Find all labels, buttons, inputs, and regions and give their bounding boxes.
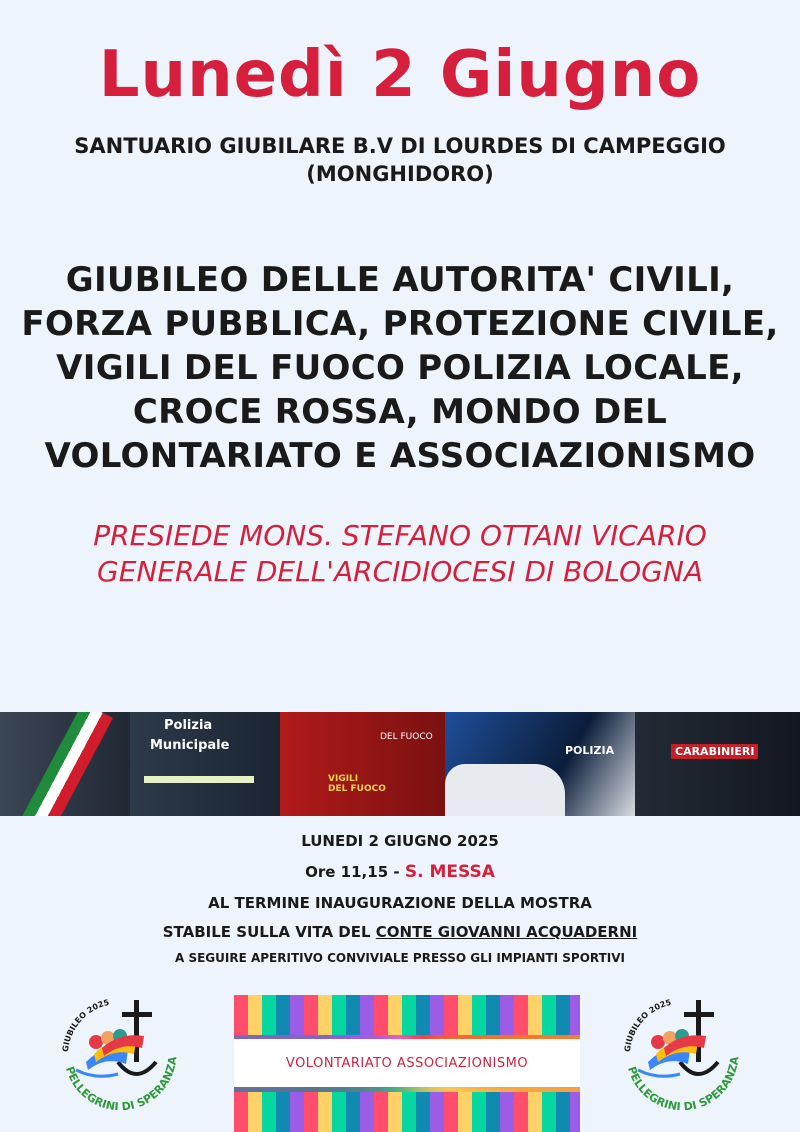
police-car bbox=[445, 764, 565, 816]
photo-polizia bbox=[445, 712, 635, 816]
schedule-time-prefix: Ore 11,15 - bbox=[305, 863, 400, 881]
logo-motto-text: PELLEGRINI DI SPERANZA bbox=[62, 1055, 180, 1110]
photo-label-line: VIGILI bbox=[328, 774, 359, 784]
svg-text:GIUBILEO 2025 bbox=[61, 998, 111, 1053]
volunteer-band bbox=[234, 1039, 580, 1087]
photo-carabinieri bbox=[635, 712, 800, 816]
subject-line: CROCE ROSSA, MONDO DEL bbox=[132, 392, 668, 432]
photo-label: CARABINIERI bbox=[671, 744, 758, 759]
schedule-exhibit-prefix: STABILE SULLA VITA DEL bbox=[162, 923, 371, 941]
subject-line: GIUBILEO DELLE AUTORITA' CIVILI, bbox=[65, 260, 735, 300]
logo-year-text: GIUBILEO 2025 bbox=[60, 997, 111, 1053]
schedule-exhibit-name: CONTE GIOVANNI ACQUADERNI bbox=[375, 923, 638, 941]
tricolor-sash bbox=[17, 712, 113, 816]
schedule-date: LUNEDI 2 GIUGNO 2025 bbox=[301, 832, 499, 850]
schedule-aperitivo: A SEGUIRE APERITIVO CONVIVIALE PRESSO GLI IMPIANTI SPORTIVI bbox=[175, 951, 625, 965]
subject-line: VIGILI DEL FUOCO POLIZIA LOCALE, bbox=[56, 348, 744, 388]
svg-text:GIUBILEO 2025 bbox=[623, 998, 673, 1053]
presider bbox=[0, 518, 800, 590]
photo-polizia-municipale bbox=[130, 712, 280, 816]
photo-label: Polizia bbox=[164, 718, 213, 733]
photo-strip bbox=[0, 712, 800, 816]
schedule-time bbox=[0, 862, 800, 882]
photo-label-line: DEL FUOCO bbox=[328, 784, 386, 794]
jubilee-logo bbox=[618, 990, 748, 1110]
schedule-mass: S. MESSA bbox=[404, 862, 495, 882]
photo-label: POLIZIA bbox=[565, 744, 615, 757]
subject-line: FORZA PUBBLICA, PROTEZIONE CIVILE, bbox=[21, 304, 779, 344]
logo-motto-text: PELLEGRINI DI SPERANZA bbox=[624, 1055, 742, 1110]
colored-hands-top bbox=[234, 995, 580, 1035]
jubilee-logo-icon bbox=[618, 990, 748, 1110]
photo-mayor-sash bbox=[0, 712, 130, 816]
subject-line: VOLONTARIATO E ASSOCIAZIONISMO bbox=[44, 436, 756, 476]
colored-hands-bottom bbox=[234, 1092, 580, 1132]
reflective-stripe bbox=[144, 776, 254, 783]
logo-year-text: GIUBILEO 2025 bbox=[622, 997, 673, 1053]
event-subject bbox=[0, 258, 800, 478]
jubilee-logo bbox=[56, 990, 186, 1110]
schedule-inauguration: AL TERMINE INAUGURAZIONE DELLA MOSTRA bbox=[208, 894, 592, 912]
volunteer-text: VOLONTARIATO ASSOCIAZIONISMO bbox=[285, 1055, 529, 1071]
jubilee-logo-icon bbox=[56, 990, 186, 1110]
venue-line: SANTUARIO GIUBILARE B.V DI LOURDES DI CAMPEGGIO bbox=[74, 134, 726, 158]
schedule-exhibit bbox=[0, 923, 800, 941]
photo-label: DEL FUOCO bbox=[380, 732, 433, 742]
presider-line: GENERALE DELL'ARCIDIOCESI DI BOLOGNA bbox=[97, 555, 703, 588]
volunteer-banner bbox=[234, 995, 580, 1132]
presider-line: PRESIEDE MONS. STEFANO OTTANI VICARIO bbox=[93, 519, 707, 552]
photo-vigili-del-fuoco bbox=[280, 712, 445, 816]
event-date-title: Lunedì 2 Giugno bbox=[98, 38, 702, 112]
venue bbox=[0, 132, 800, 188]
photo-label bbox=[328, 774, 386, 794]
venue-line: (MONGHIDORO) bbox=[306, 162, 494, 186]
photo-label: Municipale bbox=[150, 738, 230, 753]
schedule bbox=[0, 832, 800, 965]
